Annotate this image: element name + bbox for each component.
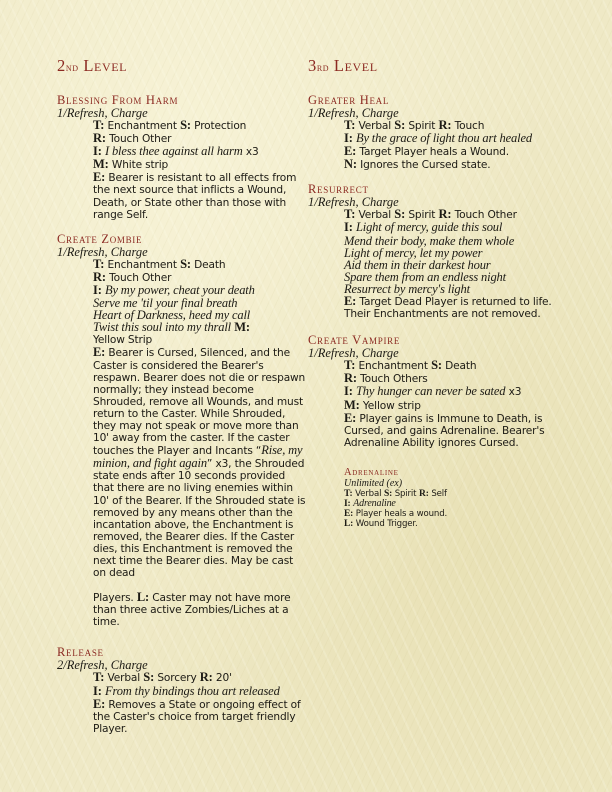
type-value: Enchantment [358, 360, 428, 373]
incant-line: Serve me 'til your final breath [93, 296, 238, 311]
type-key: T: [344, 207, 356, 222]
ability-body [344, 489, 553, 529]
note-value: Ignores the Cursed state. [360, 159, 491, 172]
incant-key: I: [344, 220, 353, 235]
spacer [93, 579, 307, 591]
spell-note-line [344, 158, 553, 171]
range-value: Touch Other [109, 133, 172, 146]
school-value: Protection [194, 120, 247, 132]
type-key: T: [344, 118, 356, 132]
incant-key: I: [344, 384, 353, 399]
spell-effect-line [344, 295, 553, 320]
effect-value: Target Player heals a Wound. [359, 146, 509, 159]
range-value: Touch Others [360, 373, 428, 386]
range-value: Touch Other [454, 209, 517, 222]
spell-body [93, 258, 307, 629]
ability-limit-line [344, 519, 553, 529]
incant-value: By the grace of light thou art healed [355, 131, 532, 146]
ability-adrenaline [344, 467, 553, 529]
effect-key: E: [93, 170, 106, 185]
incant-line: By my power, cheat your death [104, 282, 255, 297]
incant-value: Thy hunger can never be sated [355, 384, 506, 399]
range-value: Self [431, 488, 447, 499]
material-value: Yellow Strip [93, 334, 153, 347]
material-value: Yellow strip [362, 399, 421, 412]
spell-effect-line [344, 412, 553, 449]
effect-key: E: [344, 144, 357, 159]
spell-name: Release [57, 645, 104, 660]
material-key: M: [344, 397, 360, 412]
school-value: Death [445, 360, 477, 373]
incant-key: I: [344, 498, 351, 509]
spell-effect-line [93, 171, 307, 220]
effect-text: Bearer is Cursed, Silenced, and the Caster is considered the Bearer's respawn. Bearer does not die or respawn normally; they instead become Shrouded, remove all Wounds, and must return to the Caster. While Shrouded, they may not speak or move more than 10' away from the caster. If the caster touches the Player and Incants “ [93, 347, 306, 458]
incant-line: Twist this soul into my thrall [93, 320, 231, 335]
effect-key: E: [93, 696, 106, 711]
right-column [308, 56, 553, 541]
incant-repeat: x3 [508, 386, 522, 399]
effect-key: E: [93, 345, 106, 360]
incant-key: I: [93, 683, 102, 698]
spell-release [57, 646, 307, 734]
spell-incant-line [344, 385, 553, 398]
incant-value: Adrenaline [353, 497, 396, 509]
range-key: R: [438, 118, 452, 132]
effect-value: Player gains is Immune to Death, is Cursed, and gains Adrenaline. Bearer's Adrenaline Ability ignores Cursed. [344, 412, 545, 449]
type-value: Enchantment [107, 120, 177, 132]
spell-effect-line [93, 346, 307, 579]
spell-frequency: 1/Refresh, Charge [308, 106, 399, 120]
effect-key: E: [344, 410, 357, 425]
level-word: Level [83, 56, 128, 75]
range-value: Touch Other [109, 271, 172, 284]
spell-incant-line [93, 685, 307, 698]
school-value: Spirit [408, 120, 436, 132]
spell-effect-line [93, 698, 307, 735]
spell-type-line [344, 359, 553, 372]
incant-value: I bless thee against all harm [104, 144, 243, 159]
spell-blessing-from-harm [57, 94, 307, 221]
effect-value: Target Dead Player is returned to life. Their Enchantments are not removed. [344, 296, 552, 321]
level-ordinal: rd [316, 62, 330, 74]
spell-body [93, 119, 307, 221]
spell-frequency: 1/Refresh, Charge [57, 106, 148, 120]
school-key: S: [431, 358, 442, 373]
school-value: Sorcery [157, 672, 197, 685]
note-key: N: [344, 157, 357, 172]
range-key: R: [344, 371, 357, 386]
incant-value: From thy bindings thou art released [104, 683, 280, 698]
range-value: Touch [454, 120, 485, 132]
spell-material-line [93, 158, 307, 171]
spell-body [344, 119, 553, 171]
ability-frequency: Unlimited (ex) [344, 477, 403, 489]
level-number: 3 [308, 56, 317, 75]
spell-greater-heal [308, 94, 553, 171]
type-value: Verbal [358, 209, 392, 222]
incant-key: I: [93, 282, 102, 297]
type-value: Verbal [355, 488, 382, 499]
effect-text: Players. [93, 592, 134, 605]
type-key: T: [93, 670, 105, 685]
spell-create-zombie [57, 233, 307, 629]
school-key: S: [180, 118, 191, 132]
spell-name: Blessing From Harm [57, 93, 179, 107]
incant-line: Aid them in their darkest hour [344, 257, 491, 272]
left-column [57, 56, 307, 747]
incant-line: Heart of Darkness, heed my call [93, 308, 251, 323]
spell-incant-material-line [93, 321, 307, 334]
effect-value: Player heals a wound. [355, 508, 448, 519]
ability-name: Adrenaline [344, 466, 399, 478]
type-value: Verbal [358, 120, 392, 132]
type-value: Enchantment [107, 258, 177, 271]
ability-incant-line [344, 499, 553, 509]
incant-repeat: x3 [245, 146, 259, 159]
spell-incant-line [93, 145, 307, 158]
spell-body [93, 671, 307, 734]
spell-body [344, 359, 553, 449]
incant-key: I: [344, 131, 353, 146]
school-value: Spirit [408, 209, 436, 222]
range-value: 20' [215, 672, 232, 685]
school-key: S: [394, 207, 406, 222]
level-ordinal: nd [65, 62, 79, 74]
spell-resurrect [308, 183, 553, 320]
spell-frequency: 1/Refresh, Charge [308, 195, 399, 210]
spell-incant-line [344, 132, 553, 145]
effect-value: Bearer is resistant to all effects from the next source that inflicts a Wound, Death, or State other than those with range Self. [93, 172, 297, 221]
spell-create-vampire [308, 334, 553, 529]
level-number: 2 [57, 56, 66, 75]
material-value: White strip [111, 159, 169, 172]
limit-value: Caster may not have more than three active Zombies/Liches at a time. [93, 592, 291, 629]
type-key: T: [93, 256, 105, 271]
school-value: Spirit [394, 488, 417, 499]
level-word: Level [333, 56, 378, 75]
school-key: S: [394, 118, 406, 132]
effect-text: ” x3, the Shrouded state ends after 10 seconds provided that there are no living enemies within 10' of the Bearer. If the Shrouded state is removed by any means other than the incantation above, the Enchantment is removed, the Bearer dies. If the Caster dies, this Enchantment is removed the next time the Bearer dies. May be cast on dead [93, 458, 306, 580]
spell-type-line [93, 258, 307, 271]
type-key: T: [93, 118, 105, 132]
type-key: T: [344, 358, 356, 373]
spell-effect-line [344, 145, 553, 158]
range-key: R: [438, 207, 452, 222]
level-heading-3rd [308, 56, 553, 78]
school-key: S: [180, 256, 191, 271]
level-heading-2nd [57, 56, 307, 78]
incant-line: Resurrect by mercy's light [344, 281, 470, 296]
spell-name: Resurrect [308, 182, 369, 197]
effect-incant: Rise, my minion, and fight again [93, 443, 303, 471]
spell-material-line [344, 399, 553, 412]
limit-key: L: [344, 518, 354, 529]
range-key: R: [93, 269, 106, 284]
limit-value: Wound Trigger. [355, 518, 418, 529]
ability-effect-line [344, 509, 553, 519]
incant-line: Light of mercy, guide this soul [355, 220, 503, 235]
effect-key: E: [344, 508, 354, 519]
spell-name: Create Vampire [308, 333, 401, 348]
type-value: Verbal [107, 672, 141, 685]
effect-value: Removes a State or ongoing effect of the Caster's choice from target friendly Player. [93, 698, 301, 735]
range-key: R: [199, 670, 213, 685]
limit-key: L: [136, 590, 150, 605]
material-key: M: [93, 157, 109, 172]
spell-name: Greater Heal [308, 93, 390, 107]
school-key: S: [143, 670, 155, 685]
range-key: R: [418, 488, 429, 499]
spell-name: Create Zombie [57, 231, 143, 246]
spell-body [344, 208, 553, 320]
incant-line: Spare them from an endless night [344, 269, 506, 284]
material-key: M: [234, 320, 250, 335]
spell-type-line [93, 119, 307, 132]
incant-key: I: [93, 144, 102, 159]
type-key: T: [344, 488, 353, 499]
spell-incant-line [344, 221, 553, 234]
effect-key: E: [344, 294, 357, 309]
incant-line: Light of mercy, let my power [344, 245, 483, 260]
school-key: S: [383, 488, 393, 499]
spell-frequency: 1/Refresh, Charge [57, 244, 148, 259]
school-value: Death [194, 258, 226, 271]
range-key: R: [93, 131, 106, 146]
spell-limit-line [93, 591, 307, 628]
spell-frequency: 2/Refresh, Charge [57, 658, 148, 673]
spell-frequency: 1/Refresh, Charge [308, 346, 399, 361]
incant-line: Mend their body, make them whole [344, 233, 515, 248]
